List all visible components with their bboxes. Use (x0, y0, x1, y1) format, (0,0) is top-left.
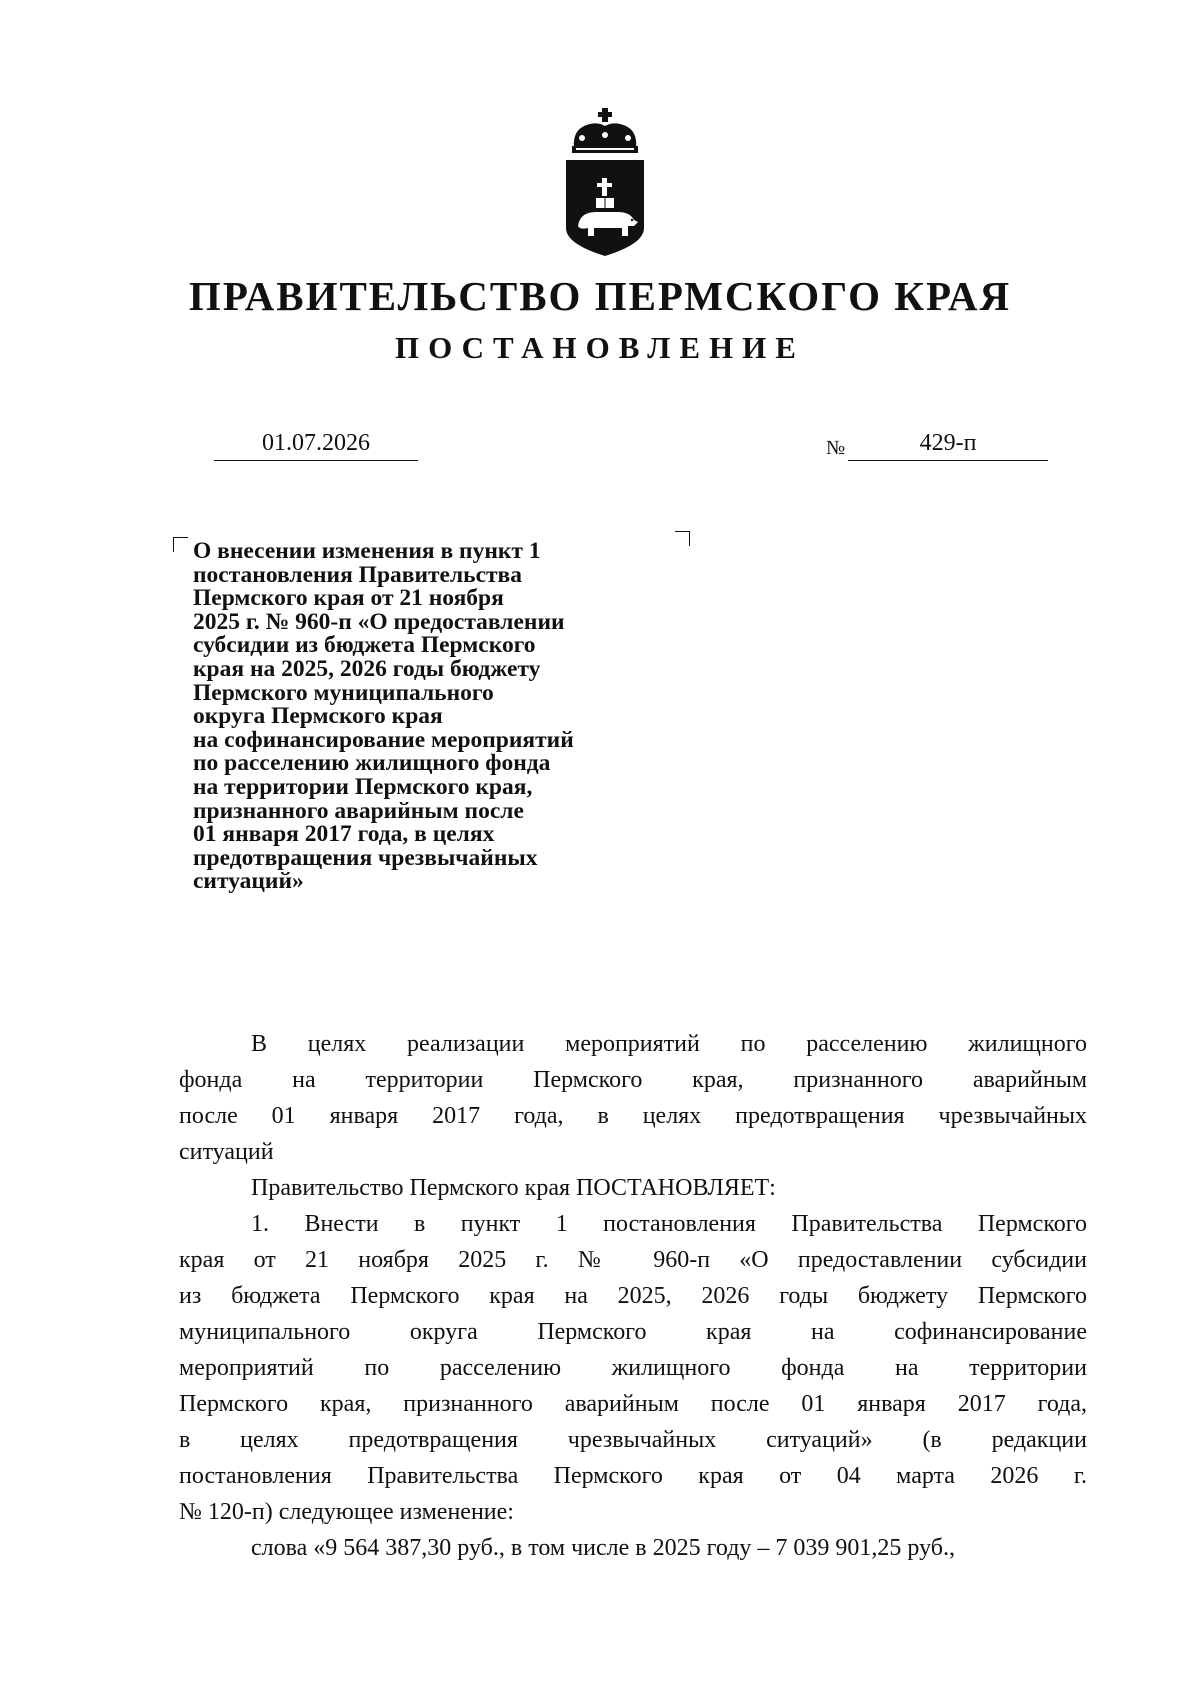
change-line: слова «9 564 387,30 руб., в том числе в 2025 году – 7 039 901,25 руб., (251, 1535, 955, 1561)
subject-line: на софинансирование мероприятий (193, 726, 574, 753)
subject-line: Пермского края от 21 ноября (193, 585, 504, 612)
item1-line: муниципального округа Пермского края на софинансирование (179, 1319, 1087, 1345)
item1-line: мероприятий по расселению жилищного фонда на территории (179, 1355, 1087, 1381)
document-date: 01.07.2026 (214, 428, 418, 461)
perm-krai-coat-of-arms-icon (560, 108, 650, 258)
subject-line: округа Пермского края (193, 703, 443, 730)
document-subject (193, 540, 673, 894)
subject-line: О внесении изменения в пункт 1 (193, 538, 541, 564)
number-sign: № (826, 437, 846, 459)
subject-line: ситуаций» (193, 868, 304, 895)
document-body (179, 1026, 1087, 1566)
document-number: 429-п (848, 428, 1048, 461)
subject-line: субсидии из бюджета Пермского (193, 632, 536, 659)
subject-corner-mark-left (173, 537, 188, 552)
preamble-line: после 01 января 2017 года, в целях предотвращения чрезвычайных (179, 1103, 1087, 1129)
decree-statement: Правительство Пермского края ПОСТАНОВЛЯЕТ: (251, 1175, 776, 1201)
item1-line: края от 21 ноября 2025 г. № 960-п «О предоставлении субсидии (179, 1247, 1087, 1273)
subject-line: признанного аварийным после (193, 797, 524, 824)
subject-line: на территории Пермского края, (193, 773, 533, 800)
subject-line: по расселению жилищного фонда (193, 750, 551, 777)
preamble-line: В целях реализации мероприятий по расселению жилищного (251, 1031, 1087, 1057)
item1-line: в целях предотвращения чрезвычайных ситуаций» (в редакции (179, 1427, 1087, 1453)
subject-corner-mark-right (675, 531, 690, 546)
subject-line: 01 января 2017 года, в целях (193, 821, 495, 848)
item1-line: № 120-п) следующее изменение: (179, 1499, 514, 1525)
subject-line: края на 2025, 2026 годы бюджету (193, 655, 541, 682)
preamble-line: фонда на территории Пермского края, признанного аварийным (179, 1067, 1087, 1093)
item1-line: Пермского края, признанного аварийным после 01 января 2017 года, (179, 1391, 1087, 1417)
subject-line: 2025 г. № 960-п «О предоставлении (193, 608, 565, 635)
item1-line: постановления Правительства Пермского края от 04 марта 2026 г. (179, 1463, 1087, 1489)
item1-line: из бюджета Пермского края на 2025, 2026 годы бюджету Пермского (179, 1283, 1087, 1309)
subject-line: постановления Правительства (193, 561, 522, 588)
preamble-line: ситуаций (179, 1139, 274, 1165)
subject-line: предотвращения чрезвычайных (193, 844, 538, 871)
document-type-title: ПОСТАНОВЛЕНИЕ (395, 330, 805, 365)
subject-line: Пермского муниципального (193, 679, 494, 706)
organization-title: ПРАВИТЕЛЬСТВО ПЕРМСКОГО КРАЯ (188, 273, 1012, 319)
item1-line: 1. Внести в пункт 1 постановления Правительства Пермского (251, 1211, 1087, 1237)
